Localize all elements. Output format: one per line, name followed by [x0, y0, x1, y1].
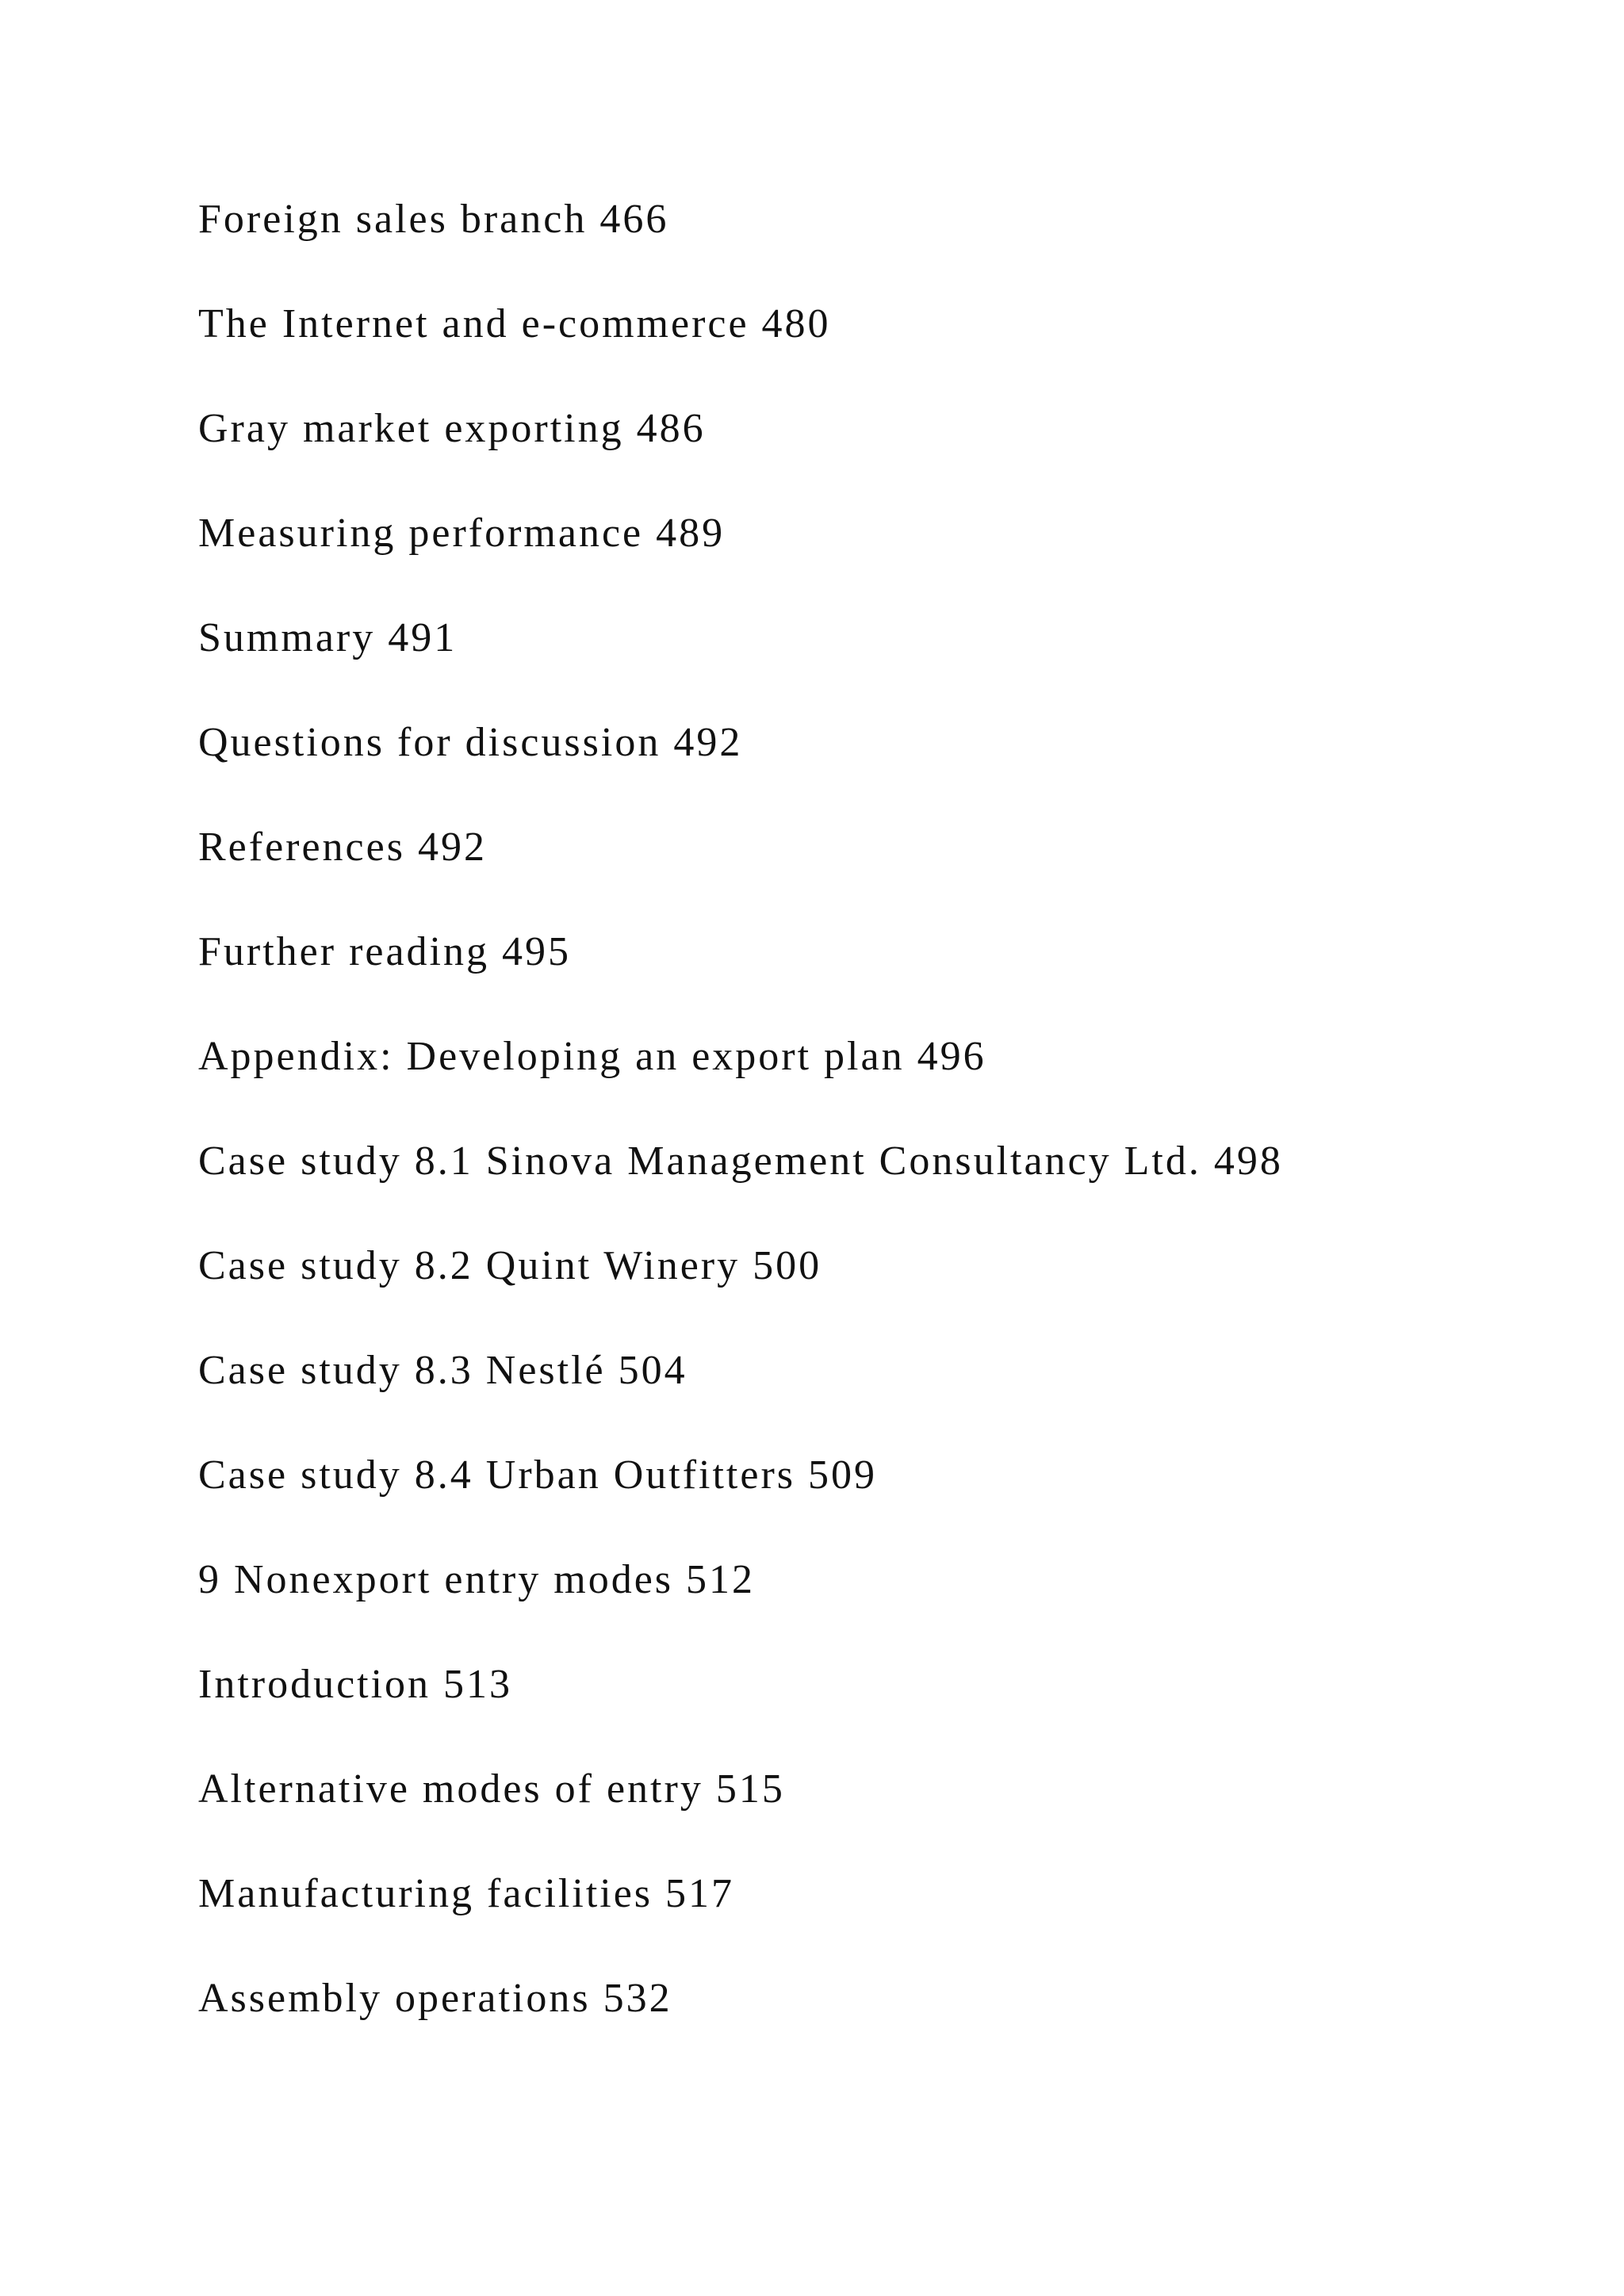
toc-entry: References 492	[198, 825, 487, 870]
toc-entry: The Internet and e-commerce 480	[198, 301, 831, 346]
toc-entry: Foreign sales branch 466	[198, 197, 669, 242]
toc-entry: Gray market exporting 486	[198, 406, 706, 451]
toc-entry: Further reading 495	[198, 929, 572, 974]
toc-entry: Measuring performance 489	[198, 511, 726, 556]
toc-entry: Summary 491	[198, 615, 458, 660]
toc-entry: Questions for discussion 492	[198, 720, 743, 765]
toc-entry: Case study 8.1 Sinova Management Consultancy Ltd. 498	[198, 1138, 1283, 1184]
toc-entry: Introduction 513	[198, 1662, 513, 1707]
toc-entry: Case study 8.2 Quint Winery 500	[198, 1243, 822, 1288]
toc-entry: Assembly operations 532	[198, 1976, 672, 2021]
toc-entry: 9 Nonexport entry modes 512	[198, 1557, 756, 1602]
toc-entry: Manufacturing facilities 517	[198, 1871, 735, 1916]
toc-entry: Case study 8.3 Nestlé 504	[198, 1348, 688, 1393]
toc-entry: Alternative modes of entry 515	[198, 1766, 785, 1812]
table-of-contents	[198, 196, 1283, 2080]
toc-entry: Case study 8.4 Urban Outfitters 509	[198, 1452, 878, 1498]
toc-entry: Appendix: Developing an export plan 496	[198, 1034, 986, 1079]
